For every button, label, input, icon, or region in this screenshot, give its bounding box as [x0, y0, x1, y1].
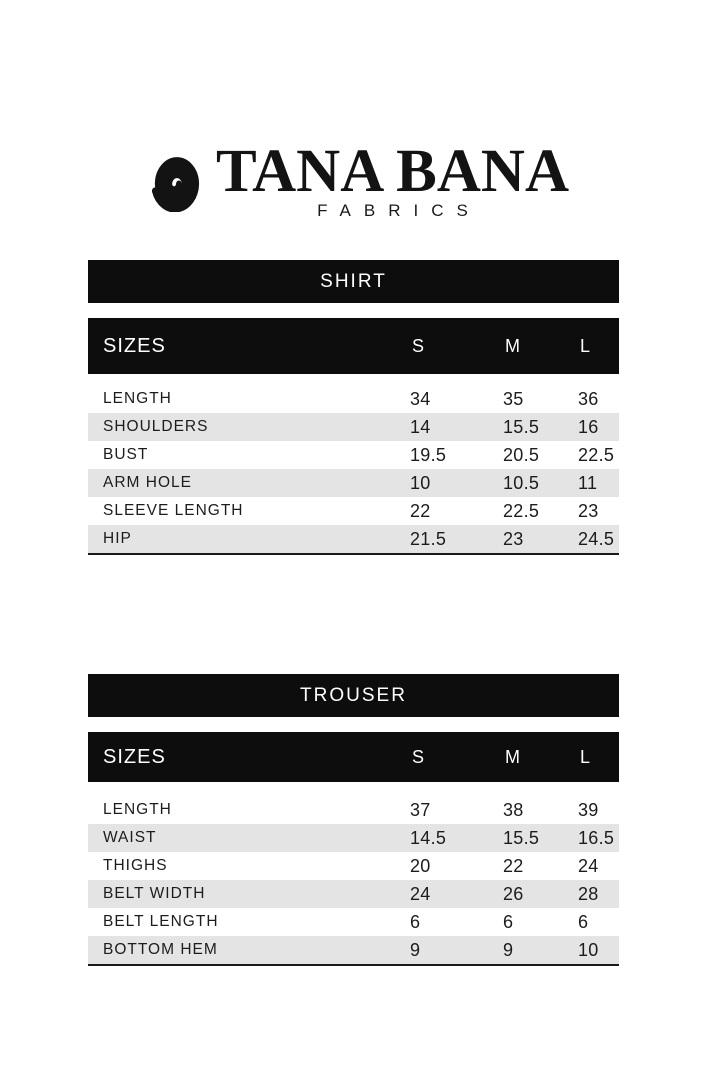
table-row [88, 936, 619, 964]
column-header-l: L [580, 335, 592, 356]
size-value: 19.5 [410, 444, 447, 465]
measurement-label: BUST [103, 446, 149, 463]
column-header-s: S [412, 746, 426, 767]
size-value: 22 [503, 855, 524, 876]
measurement-label: ARM HOLE [103, 474, 192, 491]
size-value: 6 [503, 911, 514, 932]
shirt-sizes-header [88, 318, 619, 374]
size-value: 14.5 [410, 827, 447, 848]
size-value: 15.5 [503, 827, 540, 848]
table-row [88, 525, 619, 553]
size-value: 20.5 [503, 444, 540, 465]
trouser-title-bar [88, 674, 619, 717]
section-title: SHIRT [320, 270, 387, 292]
size-value: 23 [503, 528, 524, 549]
size-value: 24 [578, 855, 599, 876]
size-value: 10 [410, 472, 431, 493]
size-value: 14 [410, 416, 431, 437]
size-value: 20 [410, 855, 431, 876]
trouser-section [88, 674, 619, 966]
size-value: 24.5 [578, 528, 615, 549]
measurement-label: SLEEVE LENGTH [103, 502, 244, 519]
brand-subtitle: FABRICS [317, 200, 481, 220]
sizes-label: SIZES [103, 745, 166, 768]
size-value: 26 [503, 883, 524, 904]
size-value: 22.5 [578, 444, 615, 465]
size-value: 24 [410, 883, 431, 904]
table-row [88, 385, 619, 413]
size-value: 16.5 [578, 827, 615, 848]
size-value: 38 [503, 799, 524, 820]
size-charts [88, 260, 619, 966]
size-value: 22 [410, 500, 431, 521]
size-value: 6 [410, 911, 421, 932]
column-header-s: S [412, 335, 426, 356]
section-title: TROUSER [300, 684, 407, 706]
size-value: 34 [410, 388, 431, 409]
table-row [88, 796, 619, 824]
size-value: 16 [578, 416, 599, 437]
measurement-label: BELT LENGTH [103, 913, 219, 930]
shirt-section [88, 260, 619, 555]
size-value: 10.5 [503, 472, 540, 493]
size-value: 10 [578, 939, 599, 960]
size-value: 23 [578, 500, 599, 521]
measurement-label: THIGHS [103, 857, 168, 874]
size-value: 6 [578, 911, 589, 932]
size-value: 11 [578, 472, 598, 493]
table-row [88, 852, 619, 880]
table-row [88, 469, 619, 497]
trouser-sizes-header [88, 732, 619, 782]
measurement-label: HIP [103, 530, 132, 547]
size-value: 15.5 [503, 416, 540, 437]
size-value: 21.5 [410, 528, 447, 549]
table-row [88, 908, 619, 936]
size-value: 9 [410, 939, 421, 960]
spiral-icon [151, 156, 201, 212]
size-value: 39 [578, 799, 599, 820]
logo-text [215, 138, 570, 221]
size-value: 37 [410, 799, 431, 820]
size-value: 36 [578, 388, 599, 409]
size-value: 28 [578, 883, 599, 904]
column-header-m: M [505, 746, 521, 767]
brand-logo [0, 138, 720, 221]
shirt-title-bar [88, 260, 619, 303]
table-row [88, 441, 619, 469]
size-value: 9 [503, 939, 514, 960]
trouser-table [88, 796, 619, 966]
size-value: 35 [503, 388, 524, 409]
sizes-label: SIZES [103, 334, 166, 357]
measurement-label: BOTTOM HEM [103, 941, 218, 958]
column-header-m: M [505, 335, 521, 356]
table-row [88, 880, 619, 908]
measurement-label: SHOULDERS [103, 418, 209, 435]
table-row [88, 824, 619, 852]
table-row [88, 497, 619, 525]
measurement-label: LENGTH [103, 801, 172, 818]
column-header-l: L [580, 746, 592, 767]
brand-name: TANA BANA [215, 138, 570, 205]
size-value: 22.5 [503, 500, 540, 521]
shirt-table [88, 385, 619, 555]
table-row [88, 413, 619, 441]
measurement-label: BELT WIDTH [103, 885, 206, 902]
measurement-label: WAIST [103, 829, 157, 846]
measurement-label: LENGTH [103, 390, 172, 407]
